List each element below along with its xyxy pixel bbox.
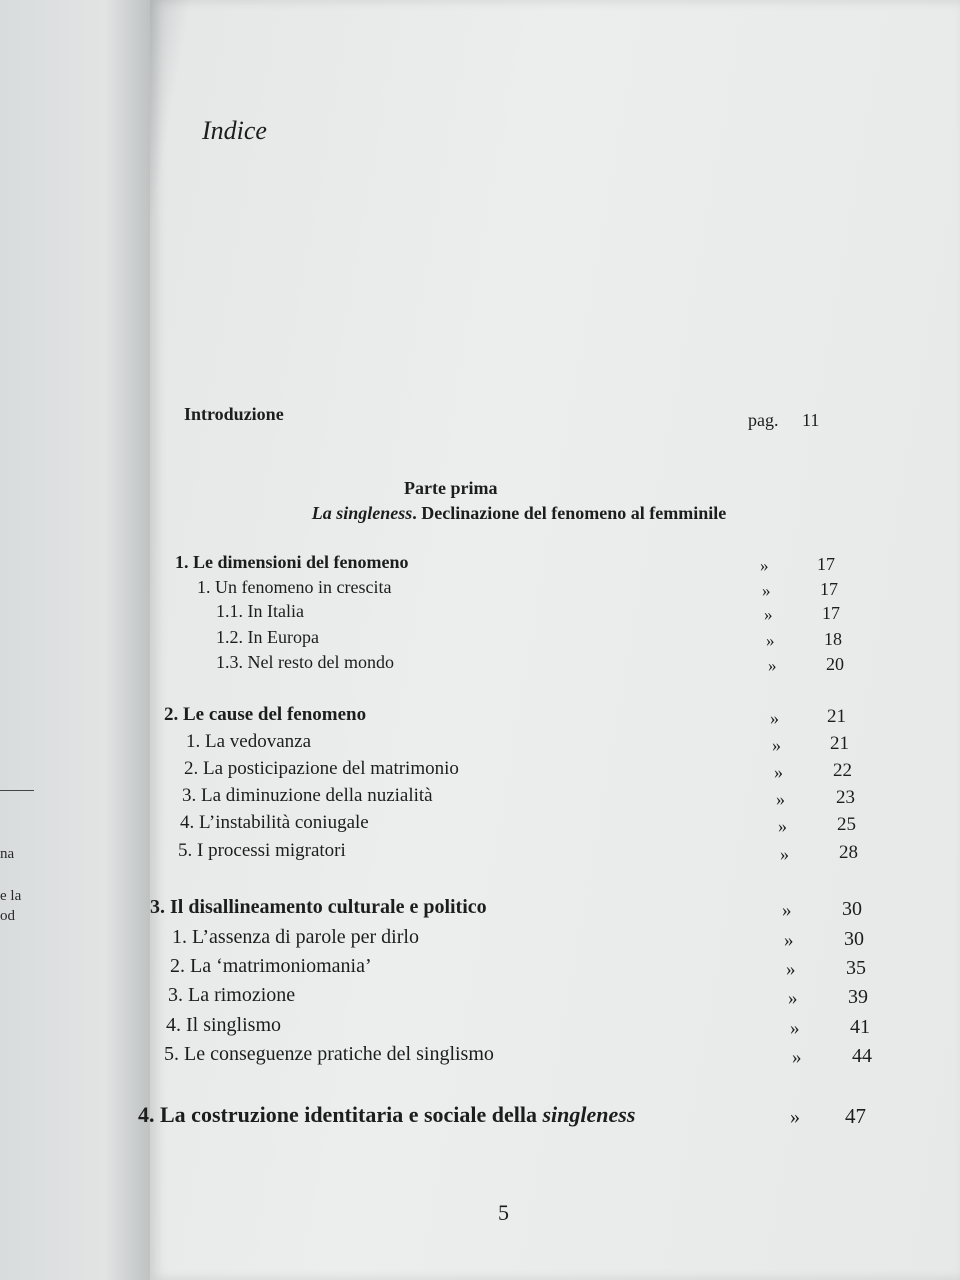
ditto-mark: »: [778, 816, 787, 836]
section-entry-page: 17: [820, 579, 838, 599]
ditto-mark: »: [770, 708, 779, 728]
ditto-mark: »: [782, 900, 792, 921]
chapter-4-page: 47: [845, 1104, 866, 1128]
ditto-mark: »: [760, 556, 769, 575]
part-title: Parte prima: [404, 478, 498, 498]
section-entry-label: 2. La ‘matrimoniomania’: [170, 955, 372, 977]
section-entry-page: 22: [833, 760, 852, 781]
section-entry-page: 28: [839, 842, 858, 863]
ditto-mark: »: [792, 1047, 802, 1068]
ditto-mark: »: [786, 959, 796, 980]
part-subtitle: [204, 503, 834, 524]
section-entry-label: 4. L’instabilità coniugale: [180, 812, 369, 833]
section-entry-label: 1. La vedovanza: [186, 731, 312, 752]
ditto-mark: »: [790, 1018, 800, 1039]
chapter-2-page: 21: [827, 706, 846, 727]
part-subtitle-italic: La singleness: [311, 503, 413, 523]
section-entry-page: 20: [826, 654, 844, 674]
section-entry-label: 1.2. In Europa: [216, 627, 319, 647]
ditto-mark: »: [764, 605, 773, 624]
ditto-mark: »: [788, 988, 798, 1009]
ditto-mark: »: [768, 656, 777, 675]
ditto-mark: »: [776, 789, 785, 809]
previous-page-edge: [0, 0, 150, 1280]
section-entry-label: 1. L’assenza di parole per dirlo: [172, 926, 419, 948]
section-entry-label: 5. I processi migratori: [178, 840, 346, 861]
ditto-mark: »: [780, 844, 789, 864]
ditto-mark: »: [784, 930, 794, 951]
chapter-4-italic: singleness: [542, 1102, 636, 1127]
toc-heading: Indice: [202, 116, 267, 145]
bleed-through-text: [20, 150, 38, 224]
footnote-rule: [0, 790, 34, 791]
left-fragment-2: e la: [0, 888, 22, 904]
section-entry-page: 39: [848, 986, 868, 1008]
part-subtitle-rest: . Declinazione del fenomeno al femminile: [412, 503, 727, 523]
chapter-2-title: 2. Le cause del fenomeno: [164, 704, 367, 725]
section-entry-label: 1. Un fenomeno in crescita: [197, 577, 392, 597]
left-fragment-3: od: [0, 908, 15, 924]
section-entry-page: 30: [844, 928, 864, 950]
section-entry-label: 4. Il singlismo: [166, 1014, 282, 1036]
left-fragment-1: na: [0, 846, 15, 862]
chapter-1-title: 1. Le dimensioni del fenomeno: [175, 552, 409, 572]
section-entry-label: 1.1. In Italia: [216, 601, 304, 621]
ditto-mark: »: [762, 581, 771, 600]
ditto-mark: »: [772, 735, 781, 755]
section-entry-label: 2. La posticipazione del matrimonio: [184, 758, 459, 779]
section-entry-label: 3. La diminuzione della nuzialità: [182, 785, 433, 806]
section-entry-page: 21: [830, 733, 849, 754]
chapter-4-entry: [138, 1102, 635, 1128]
ditto-mark: »: [774, 762, 783, 782]
intro-page-number: 11: [802, 410, 820, 430]
intro-pag-label: pag.: [748, 410, 779, 430]
section-entry-label: 3. La rimozione: [168, 984, 296, 1006]
section-entry-label: 5. Le conseguenze pratiche del singlismo: [164, 1043, 494, 1065]
section-entry-page: 35: [846, 957, 866, 979]
chapter-3-title: 3. Il disallineamento culturale e politico: [150, 896, 487, 918]
section-entry-page: 17: [822, 603, 840, 623]
chapter-4-prefix: 4. La costruzione identitaria e sociale della: [138, 1102, 543, 1127]
intro-label: Introduzione: [184, 404, 284, 424]
chapter-4-mark: »: [790, 1106, 800, 1128]
section-entry-page: 41: [850, 1016, 870, 1038]
section-entry-page: 18: [824, 629, 842, 649]
page-number: 5: [498, 1200, 509, 1225]
section-entry-label: 1.3. Nel resto del mondo: [216, 652, 394, 672]
chapter-3-page: 30: [842, 898, 862, 920]
ditto-mark: »: [766, 631, 775, 650]
section-entry-page: 44: [852, 1045, 872, 1067]
section-entry-page: 25: [837, 814, 856, 835]
section-entry-page: 23: [836, 787, 855, 808]
chapter-1-page: 17: [817, 554, 835, 574]
toc-page: [138, 0, 960, 1280]
